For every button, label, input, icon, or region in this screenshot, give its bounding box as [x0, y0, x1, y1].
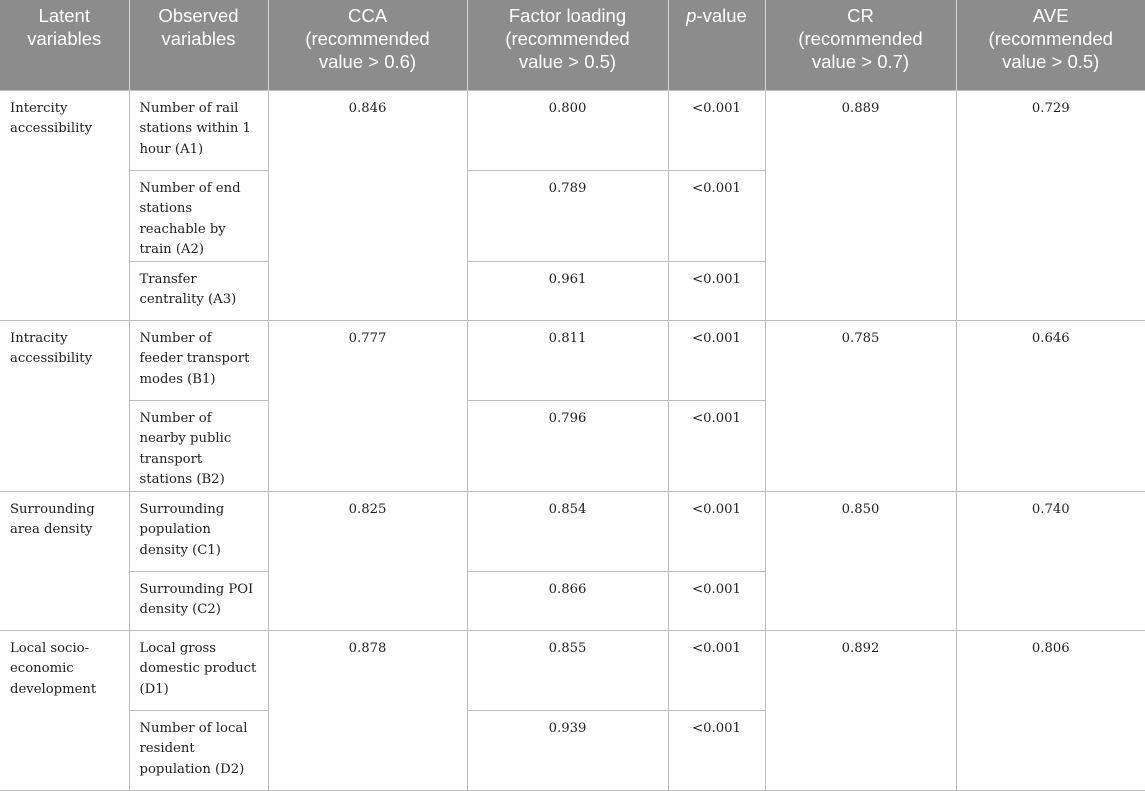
header-line: Latent	[38, 5, 90, 26]
factor-loading-cell: 0.811	[467, 320, 668, 400]
header-line: (recommended	[305, 28, 430, 49]
p-value-cell: <0.001	[668, 491, 765, 571]
ave-cell: 0.646	[956, 320, 1145, 491]
factor-loading-cell: 0.800	[467, 90, 668, 170]
header-line: Factor loading	[508, 5, 627, 26]
header-line: variables	[161, 28, 236, 49]
factor-loading-cell: 0.855	[467, 630, 668, 710]
p-rest: -value	[696, 5, 747, 26]
p-value-cell: <0.001	[668, 261, 765, 320]
p-value-cell: <0.001	[668, 571, 765, 630]
ave-cell: 0.740	[956, 491, 1145, 630]
cr-cell: 0.850	[765, 491, 956, 630]
factor-loading-cell: 0.796	[467, 400, 668, 491]
p-value-cell: <0.001	[668, 630, 765, 710]
header-line: AVE	[1032, 5, 1069, 26]
header-cr	[765, 0, 956, 90]
header-line: CCA	[347, 5, 388, 26]
factor-loading-cell: 0.789	[467, 170, 668, 261]
header-line: (recommended	[798, 28, 923, 49]
header-line: (recommended	[505, 28, 630, 49]
header-latent-variables	[0, 0, 129, 90]
cr-cell: 0.785	[765, 320, 956, 491]
header-line	[675, 4, 759, 27]
header-line: value > 0.5)	[518, 51, 617, 72]
cca-cell: 0.878	[268, 630, 467, 790]
table-row	[0, 630, 1145, 710]
header-line: CR	[847, 5, 874, 26]
header-p-value	[668, 0, 765, 90]
header-factor-loading	[467, 0, 668, 90]
latent-variable-cell: Intercity accessibility	[0, 90, 129, 320]
header-ave	[956, 0, 1145, 90]
cr-cell: 0.892	[765, 630, 956, 790]
latent-variable-cell: Surrounding area density	[0, 491, 129, 630]
p-italic: p	[686, 5, 697, 26]
observed-variable-cell: Number of end stations reachable by train (A2)	[129, 170, 268, 261]
cr-cell: 0.889	[765, 90, 956, 320]
header-observed-variables	[129, 0, 268, 90]
p-value-cell: <0.001	[668, 170, 765, 261]
p-value-cell: <0.001	[668, 710, 765, 790]
p-value-cell: <0.001	[668, 320, 765, 400]
factor-loading-cell: 0.866	[467, 571, 668, 630]
table-row	[0, 320, 1145, 400]
table-row	[0, 90, 1145, 170]
observed-variable-cell: Local gross domestic product (D1)	[129, 630, 268, 710]
observed-variable-cell: Number of feeder transport modes (B1)	[129, 320, 268, 400]
header-line: (recommended	[988, 28, 1113, 49]
latent-variable-cell: Intracity accessibility	[0, 320, 129, 491]
observed-variable-cell: Number of local resident population (D2)	[129, 710, 268, 790]
header-line: variables	[27, 28, 102, 49]
observed-variable-cell: Number of nearby public transport stations (B2)	[129, 400, 268, 491]
header-row	[0, 0, 1145, 90]
header-cca	[268, 0, 467, 90]
cca-cell: 0.777	[268, 320, 467, 491]
factor-loading-cell: 0.854	[467, 491, 668, 571]
header-line: value > 0.7)	[811, 51, 910, 72]
header-line: value > 0.5)	[1002, 51, 1100, 72]
header-line: Observed	[158, 5, 239, 26]
cca-cell: 0.846	[268, 90, 467, 320]
header-line: value > 0.6)	[318, 51, 417, 72]
observed-variable-cell: Surrounding POI density (C2)	[129, 571, 268, 630]
factor-loading-cell: 0.939	[467, 710, 668, 790]
observed-variable-cell: Number of rail stations within 1 hour (A1)	[129, 90, 268, 170]
p-value-cell: <0.001	[668, 90, 765, 170]
observed-variable-cell: Transfer centrality (A3)	[129, 261, 268, 320]
p-value-cell: <0.001	[668, 400, 765, 491]
table-row	[0, 491, 1145, 571]
factor-loading-cell: 0.961	[467, 261, 668, 320]
cca-cell: 0.825	[268, 491, 467, 630]
ave-cell: 0.729	[956, 90, 1145, 320]
observed-variable-cell: Surrounding population density (C1)	[129, 491, 268, 571]
latent-variable-cell: Local socio-economic development	[0, 630, 129, 790]
ave-cell: 0.806	[956, 630, 1145, 790]
